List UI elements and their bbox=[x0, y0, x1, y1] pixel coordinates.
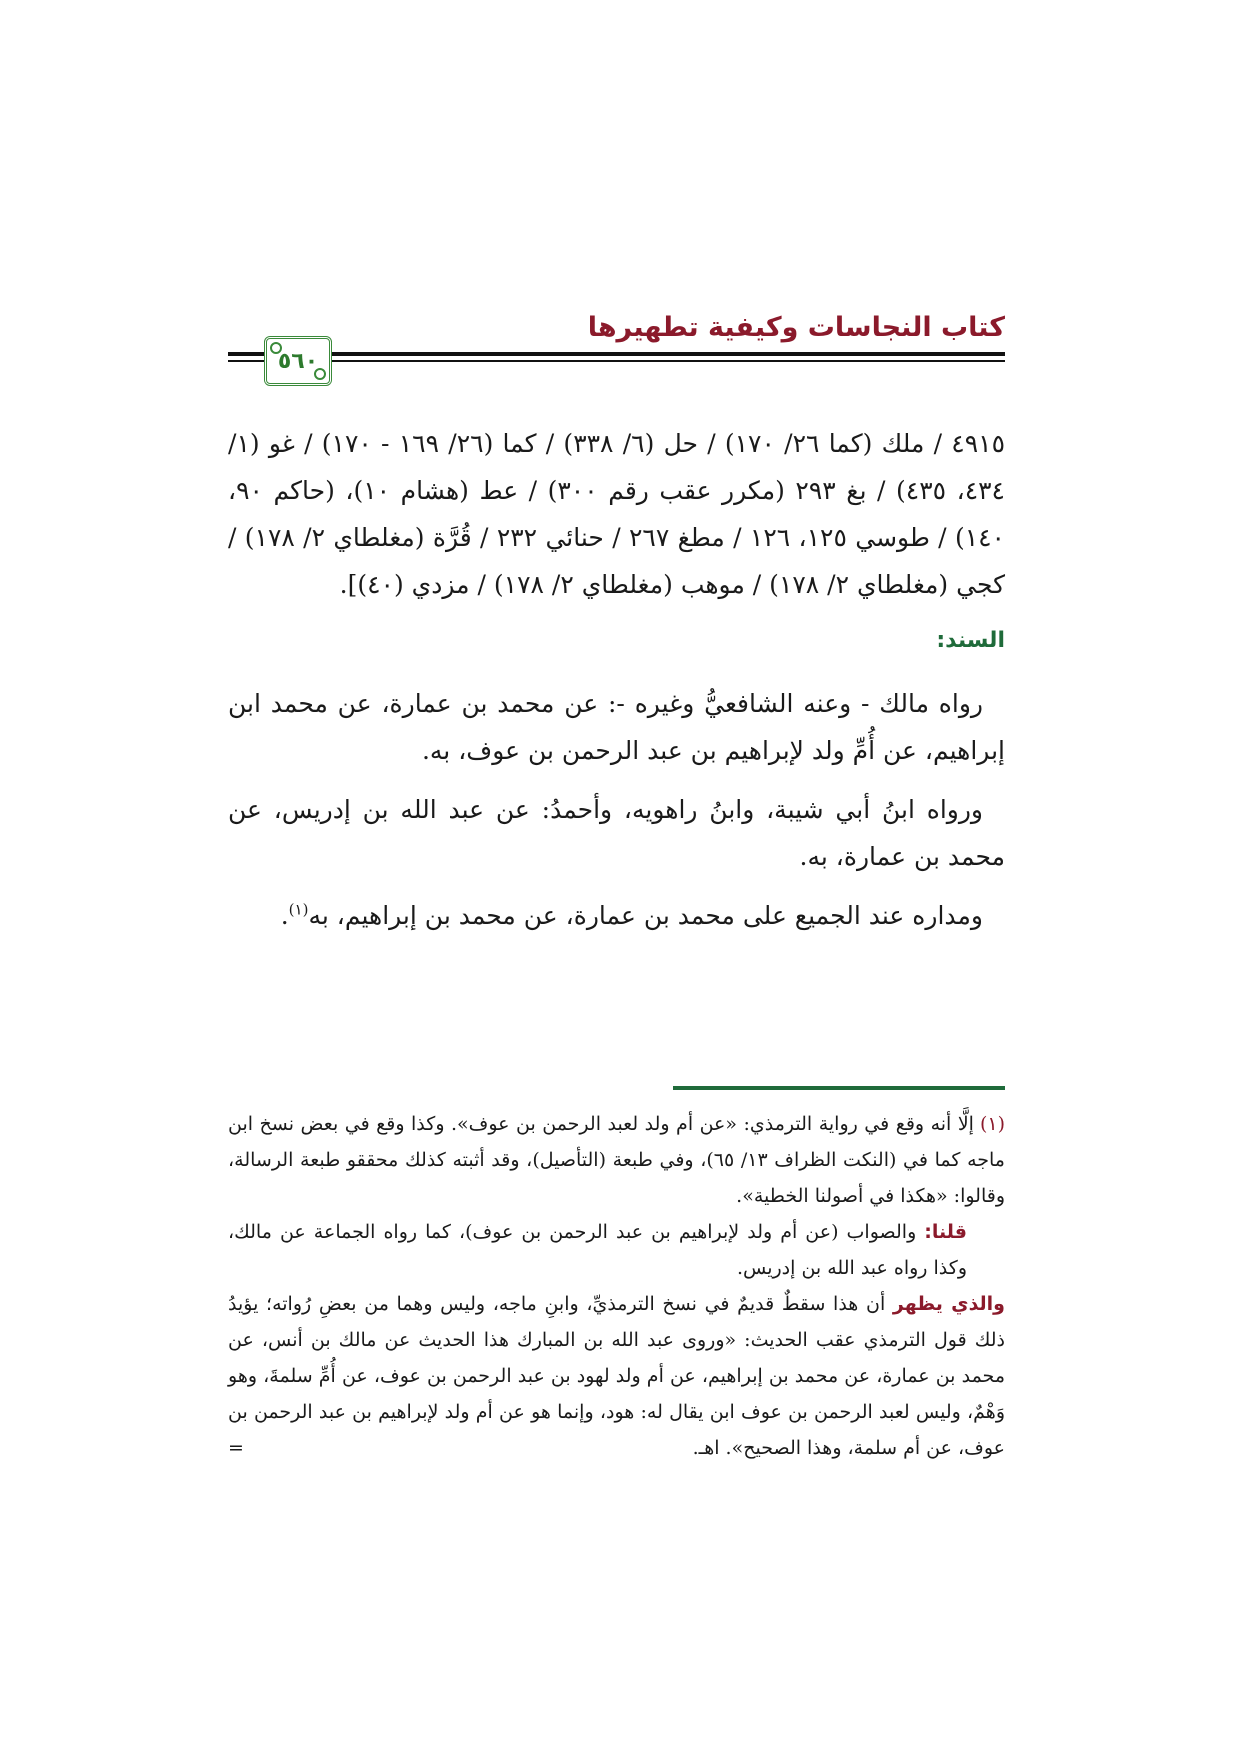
page-number: ٥٦٠ bbox=[277, 348, 319, 374]
footnote-lead bbox=[228, 1286, 1005, 1466]
page-header bbox=[228, 312, 1005, 392]
main-text bbox=[228, 420, 1005, 951]
continuation-mark: = bbox=[228, 1437, 244, 1459]
header-rule-thick bbox=[228, 352, 1005, 356]
body-paragraph-3: ومداره عند الجميع على محمد بن عمارة، عن محمد بن إبراهيم، به$^{(١)}$. bbox=[280, 900, 983, 930]
page-number-badge bbox=[264, 336, 332, 386]
footnote-1-text: إلَّا أنه وقع في رواية الترمذي: «عن أم ولد لعبد الرحمن بن عوف». وكذا وقع في بعض نسخ ابن ماجه كما في (النكت الظراف ١٣/ ٦٥)، وفي طبعة (التأصيل)، وقد أثبته كذلك محققو طبعة الرسالة، وقالوا: «هكذا في أصولنا الخطية». bbox=[228, 1113, 1005, 1207]
footnote-qulna bbox=[228, 1214, 1005, 1286]
footnote-reference[interactable]: (١) bbox=[288, 900, 309, 919]
qulna-text: والصواب (عن أم ولد لإبراهيم بن عبد الرحمن بن عوف)، كما رواه الجماعة عن مالك، وكذا رواه عبد الله بن إدريس. bbox=[228, 1221, 967, 1279]
book-title: كتاب النجاسات وكيفية تطهيرها bbox=[587, 312, 1005, 343]
footnote-number: (١) bbox=[979, 1113, 1005, 1135]
body-paragraph-3-text: ومداره عند الجميع على محمد بن عمارة، عن محمد بن إبراهيم، به bbox=[308, 901, 983, 930]
footnotes bbox=[228, 1106, 1005, 1466]
header-rule-thin bbox=[228, 360, 1005, 362]
lead-label: والذي يظهر bbox=[892, 1293, 1005, 1315]
qulna-label: قلنا: bbox=[924, 1221, 967, 1243]
body-paragraph-2: ورواه ابنُ أبي شيبة، وابنُ راهويه، وأحمدُ: عن عبد الله بن إدريس، عن محمد بن عمارة، به. bbox=[228, 795, 1005, 871]
footnote-1 bbox=[228, 1106, 1005, 1214]
lead-text: أن هذا سقطٌ قديمٌ في نسخ الترمذيِّ، وابنِ ماجه، وليس وهما من بعضِ رُواته؛ يؤيدُ ذلك قول الترمذي عقب الحديث: «وروى عبد الله بن المبارك هذا الحديث عن مالك بن أنس، عن محمد بن عمارة، عن محمد بن إبراهيم، عن أم ولد لهود بن عبد الرحمن بن عوف، عن أُمِّ سلمةَ، وهو وَهْمٌ، وليس لعبد الرحمن بن عوف ابن يقال له: هود، وإنما هو عن أم ولد لإبراهيم بن عبد الرحمن بن عوف، عن أم سلمة، وهذا الصحيح». اهـ. bbox=[228, 1293, 1005, 1459]
footnote-separator bbox=[673, 1086, 1005, 1090]
section-heading-sanad: السند: bbox=[936, 628, 1005, 653]
body-paragraph-1: رواه مالك - وعنه الشافعيُّ وغيره -: عن محمد بن عمارة، عن محمد ابن إبراهيم، عن أُمِّ ولد لإبراهيم بن عبد الرحمن بن عوف، به. bbox=[228, 689, 1005, 765]
sources-paragraph: ٤٩١٥ / ملك (كما ٢٦/ ١٧٠) / حل (٦/ ٣٣٨) / كما (٢٦/ ١٦٩ - ١٧٠) / غو (١/ ٤٣٤، ٤٣٥) / بغ ٢٩٣ (مكرر عقب رقم ٣٠٠) / عط (هشام ١٠)، (حاكم ٩٠، ١٤٠) / طوسي ١٢٥، ١٢٦ / مطغ ٢٦٧ / حنائي ٢٣٢ / قُرَّة (مغلطاي ٢/ ١٧٨) / كجي (مغلطاي ٢/ ١٧٨) / موهب (مغلطاي ٢/ ١٧٨) / مزدي (٤٠)]. bbox=[228, 429, 1006, 599]
